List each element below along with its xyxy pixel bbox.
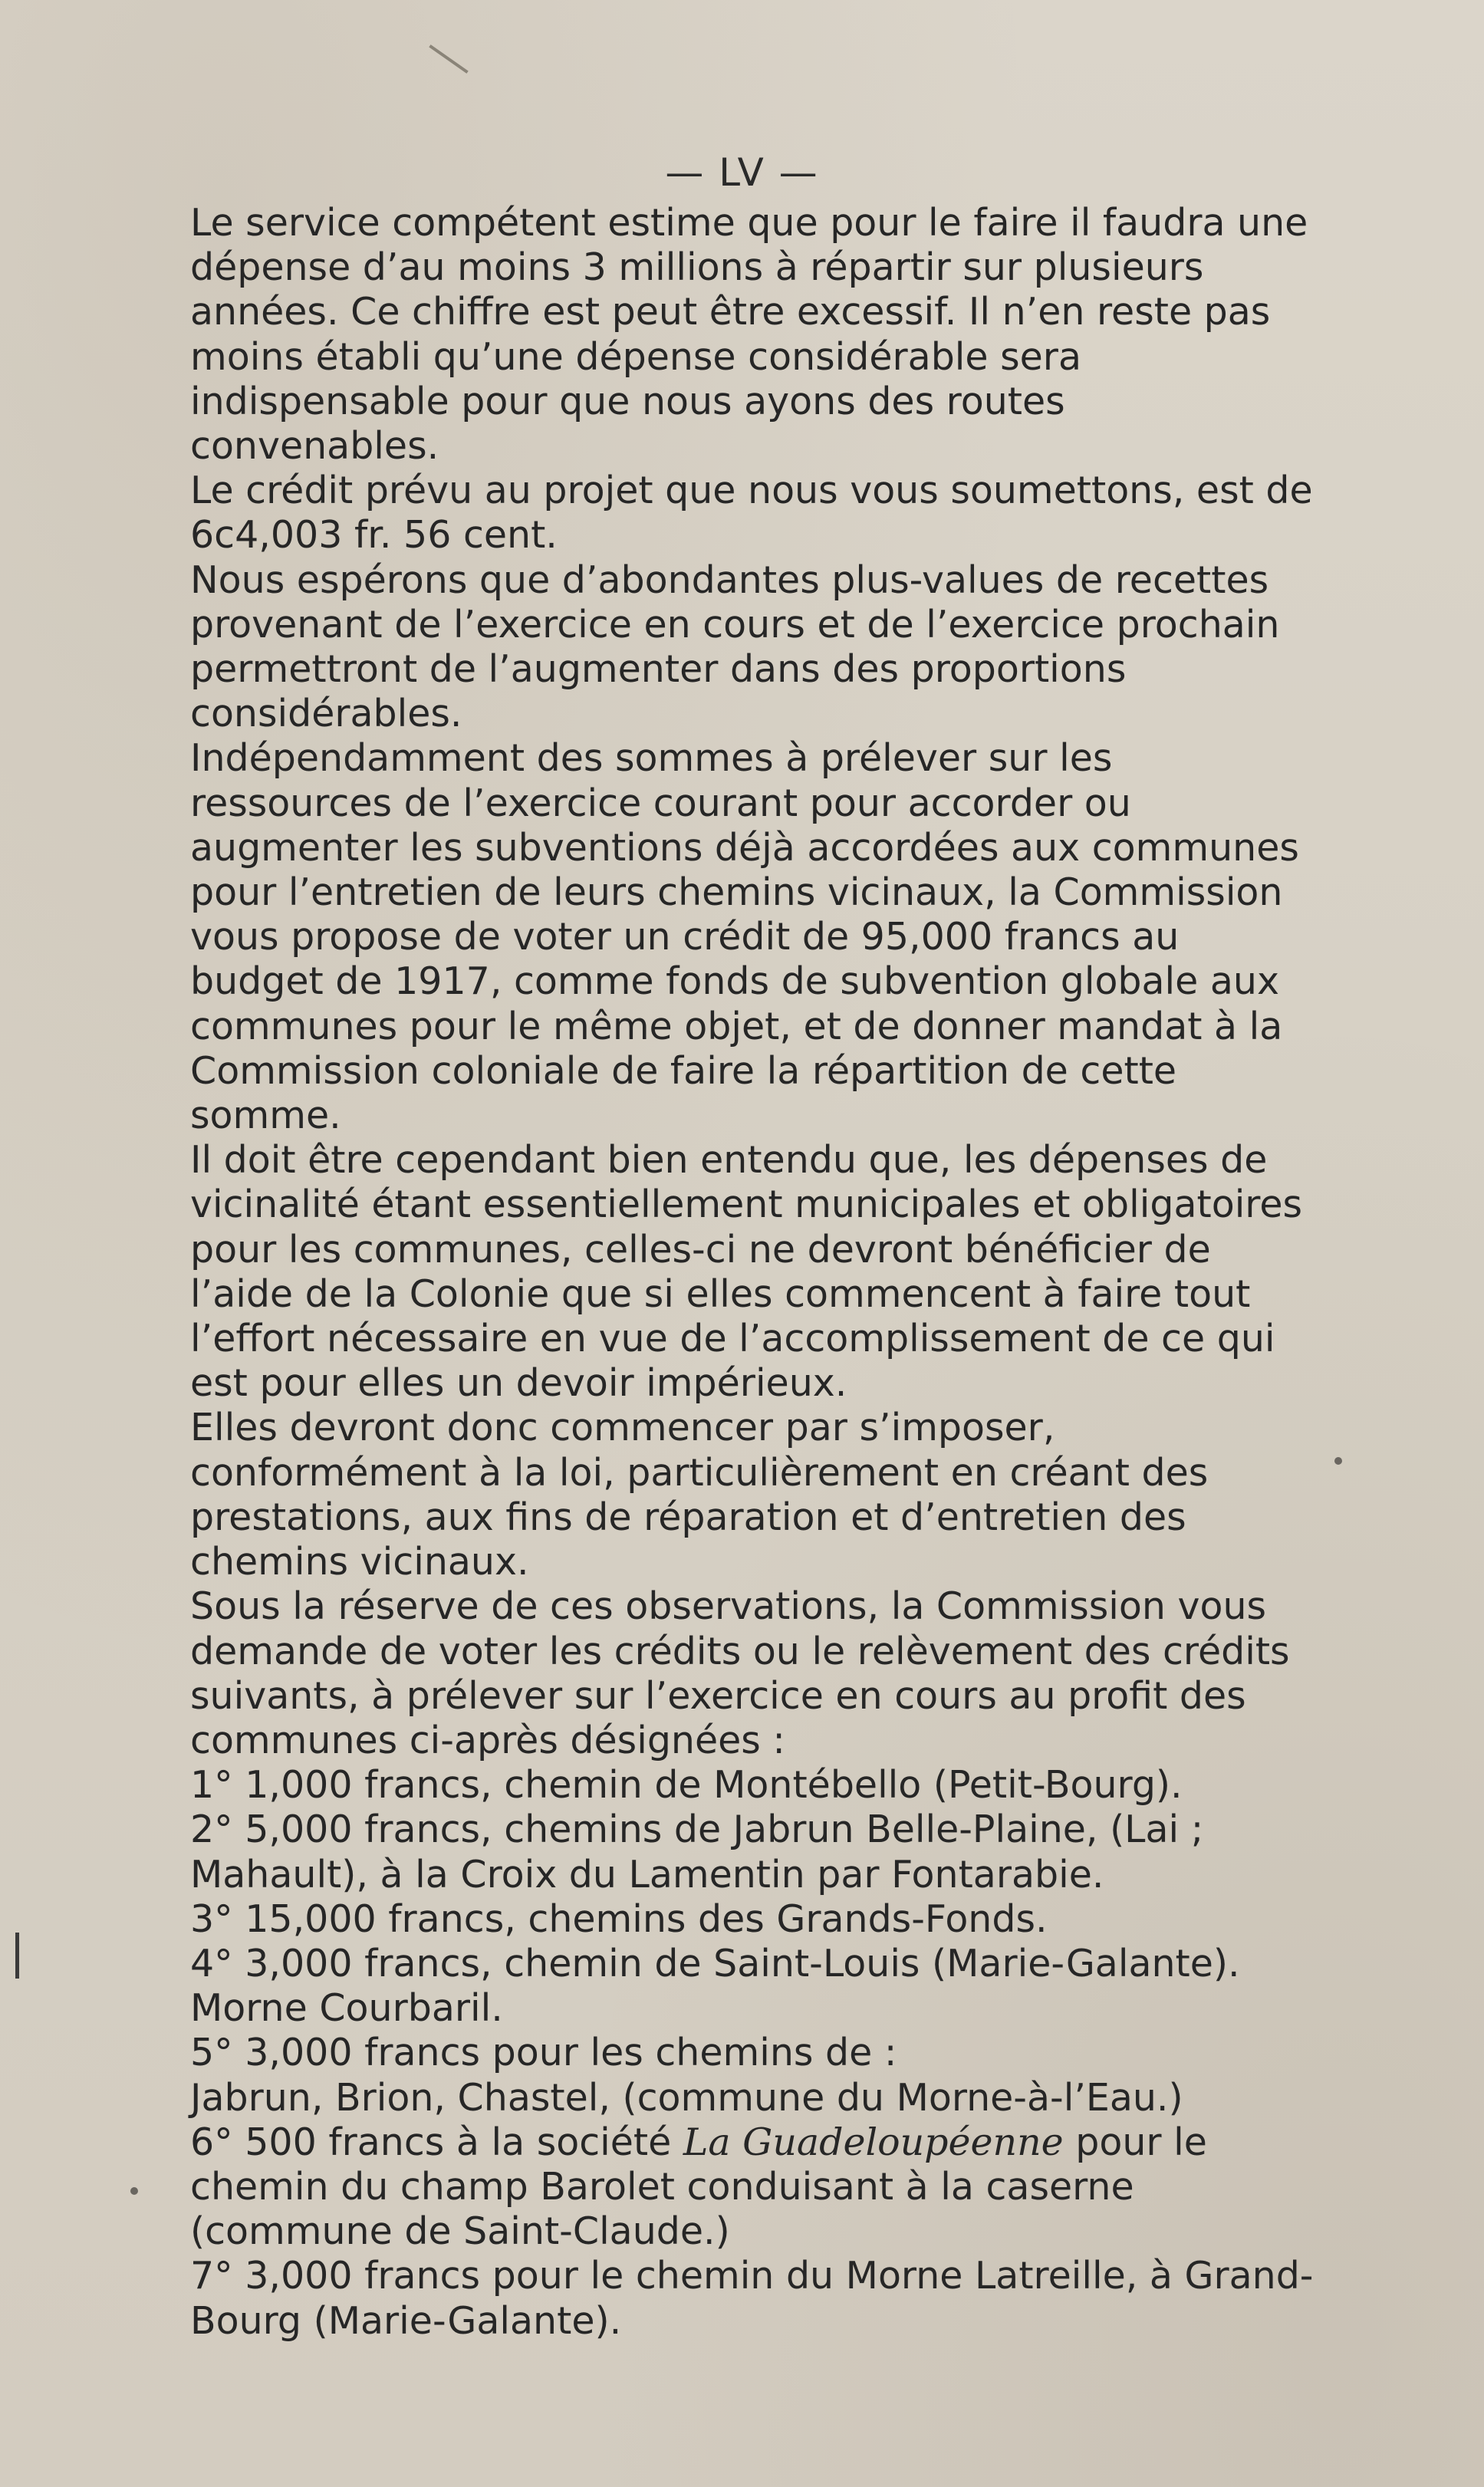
paragraph: Sous la réserve de ces observations, la Commission vous demande de voter les crédits ou le relèvement des crédits suivants, à prélever sur l’exercice en cours au profit des communes ci-après désignées : — [190, 1584, 1290, 1762]
list-item: 5° 3,000 francs pour les chemins de : — [190, 2031, 897, 2075]
list-item-6-prefix: 6° 500 francs à la société — [190, 2120, 683, 2164]
paragraph: Il doit être cependant bien entendu que, les dépenses de vicinalité étant essentiellement municipales et obligatoires pour les communes, celles-ci ne devront bénéficier de l’aide de la Colonie que si elles commencent à faire tout l’effort nécessaire en vue de l’accomplissement de ce qui est pour elles un devoir impérieux. — [190, 1138, 1303, 1406]
paragraph: Elles devront donc commencer par s’imposer, conformément à la loi, particulièrement en créant des prestations, aux fins de réparation et d’entretien des chemins vicinaux. — [190, 1406, 1209, 1584]
paper-scratch-mark — [429, 44, 468, 74]
list-item: 3° 15,000 francs, chemins des Grands-Fonds. — [190, 1897, 1048, 1941]
society-name: La Guadeloupéenne — [683, 2120, 1064, 2164]
list-item-6 — [190, 2120, 1321, 2255]
ink-speck — [130, 2187, 138, 2195]
list-item: Jabrun, Brion, Chastel, (commune du Morne-à-l’Eau.) — [190, 2075, 1183, 2120]
page-number: — LV — — [665, 150, 819, 195]
paragraph: Indépendamment des sommes à prélever sur les ressources de l’exercice courant pour accorder ou augmenter les subventions déjà accordées aux communes pour l’entretien de leurs chemins vicinaux, la Commission vous propose de voter un crédit de 95,000 francs au budget de 1917, comme fonds de subvention globale aux communes pour le même objet, et de donner mandat à la Commission coloniale de faire la répartition de cette somme. — [190, 736, 1299, 1138]
paragraph: Le crédit prévu au projet que nous vous soumettons, est de 6c4,003 fr. 56 cent. — [190, 469, 1313, 558]
ink-speck — [1334, 1457, 1342, 1465]
paragraph: Le service compétent estime que pour le faire il faudra une dépense d’au moins 3 millions à répartir sur plusieurs années. Ce chiffre est peut être excessif. Il n’en reste pas moins établi qu’une dépense considérable sera indispensable pour que nous ayons des routes convenables. — [190, 201, 1308, 469]
list-item: 7° 3,000 francs pour le chemin du Morne Latreille, à Grand-Bourg (Marie-Galante). — [190, 2254, 1314, 2343]
list-item: 4° 3,000 francs, chemin de Saint-Louis (Marie-Galante). Morne Courbaril. — [190, 1941, 1240, 2031]
margin-mark — [15, 1933, 19, 1979]
paragraph: Nous espérons que d’abondantes plus-values de recettes provenant de l’exercice en cours et de l’exercice prochain permettront de l’augmenter dans des proportions considérables. — [190, 558, 1280, 736]
body-text — [190, 201, 1321, 2344]
list-item: 1° 1,000 francs, chemin de Montébello (Petit-Bourg). — [190, 1763, 1183, 1808]
list-item: 2° 5,000 francs, chemins de Jabrun Belle-Plaine, (Lai ; Mahault), à la Croix du Lamentin par Fontarabie. — [190, 1808, 1204, 1897]
list-item-6-suffix: pour le chemin du champ Barolet conduisant à la caserne (commune de Saint-Claude.) — [190, 2120, 1207, 2254]
